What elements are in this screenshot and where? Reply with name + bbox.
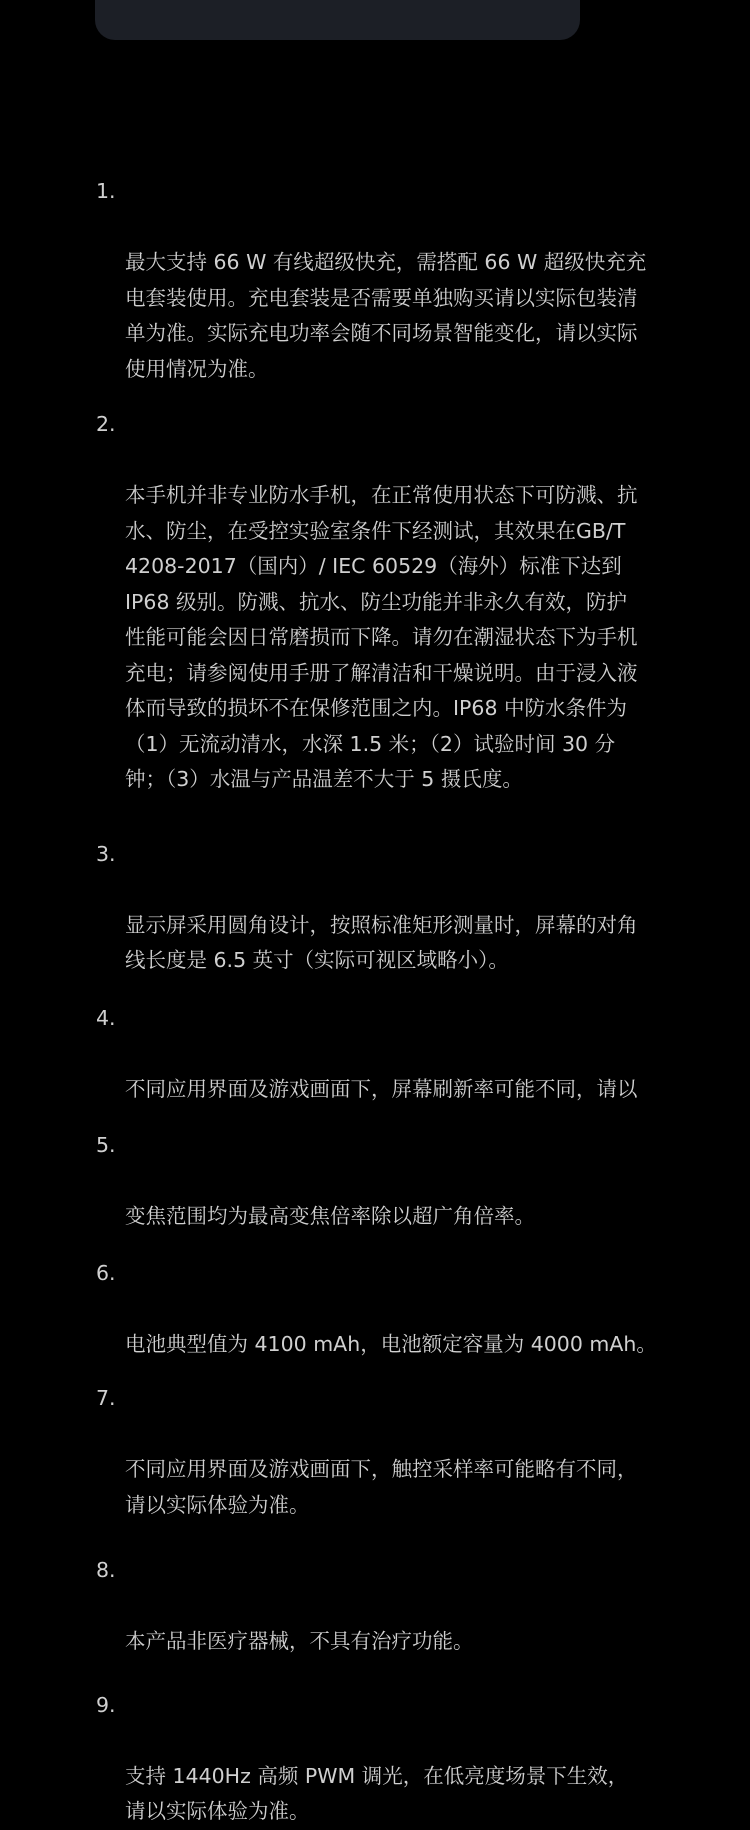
footnote-number: 8. <box>96 1558 116 1582</box>
footnote-item <box>96 837 696 979</box>
footnote-text: 最大支持 66 W 有线超级快充，需搭配 66 W 超级快充充 电套装使用。充电套装是否需要单独购买请以实际包装清 单为准。实际充电功率会随不同场景智能变化，请以实际 使用情况为准。 <box>125 250 647 381</box>
footnote-text: 变焦范围均为最高变焦倍率除以超广角倍率。 <box>125 1204 535 1228</box>
footnote-item <box>96 174 696 387</box>
footnote-text: 显示屏采用圆角设计，按照标准矩形测量时，屏幕的对角 线长度是 6.5 英寸（实际可视区域略小）。 <box>125 912 638 972</box>
footnote-number: 3. <box>96 841 116 866</box>
footnote-item <box>96 1553 696 1660</box>
footnote-list <box>96 174 696 1830</box>
footnote-item <box>96 1381 696 1523</box>
footnote-number: 2. <box>96 412 116 436</box>
footnote-number: 7. <box>96 1386 116 1410</box>
footnote-text: 本产品非医疗器械，不具有治疗功能。 <box>125 1629 474 1653</box>
footnote-item <box>96 407 696 798</box>
footnote-item <box>96 1688 696 1830</box>
footnote-text: 本手机并非专业防水手机，在正常使用状态下可防溅、抗 水、防尘，在受控实验室条件下经测试，其效果在GB/T 4208-2017（国内）/ IEC 60529（海外）标准下达到 IP68 级别。防溅、抗水、防尘功能并非永久有效，防护 性能可能会因日常磨损而下降。请勿在潮湿状态下为手机 充电；请参阅使用手册了解清洁和干燥说明。由于浸入液 体而导致的损坏不在保修范围之内。IP68 中防水条件为 （1）无流动清水，水深 1.5 米；（2）试验时间 30 分 钟；（3）水温与产品温差不大于 5 摄氏度。 <box>125 483 638 791</box>
footnote-item <box>96 1001 696 1108</box>
footnote-text: 不同应用界面及游戏画面下，触控采样率可能略有不同， 请以实际体验为准。 <box>125 1457 638 1517</box>
footnote-item <box>96 1256 696 1363</box>
top-card <box>95 0 580 40</box>
footnote-number: 9. <box>96 1692 116 1717</box>
footnote-number: 6. <box>96 1260 116 1285</box>
footnote-text: 电池典型值为 4100 mAh，电池额定容量为 4000 mAh。 <box>125 1331 657 1356</box>
footnote-text: 支持 1440Hz 高频 PWM 调光，在低亮度场景下生效， 请以实际体验为准。 <box>125 1763 629 1823</box>
footnote-number: 1. <box>96 179 116 203</box>
footnote-number: 5. <box>96 1133 116 1157</box>
footnote-item <box>96 1128 696 1235</box>
footnote-number: 4. <box>96 1005 116 1030</box>
footnote-text: 不同应用界面及游戏画面下，屏幕刷新率可能不同，请以 <box>125 1076 638 1101</box>
